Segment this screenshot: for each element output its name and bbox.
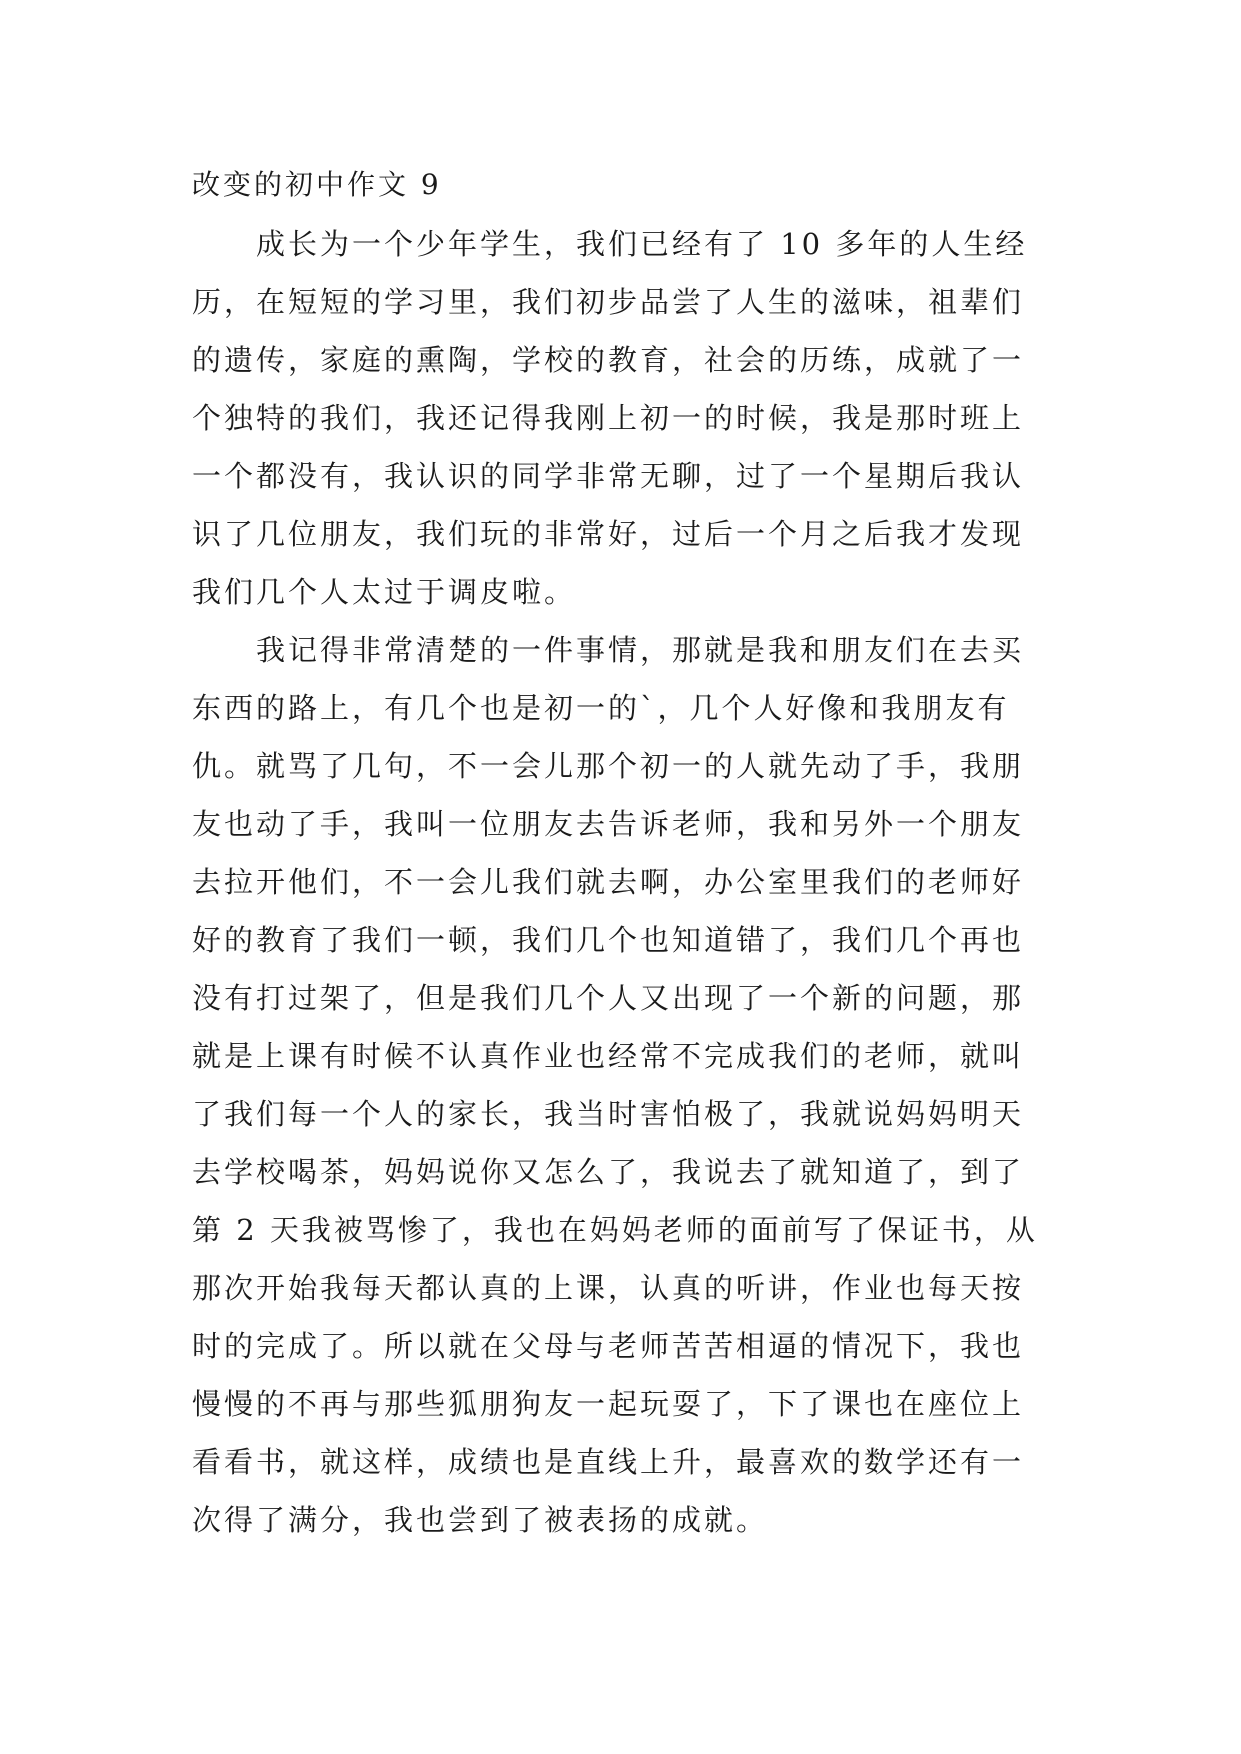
paragraph-line: 一个都没有，我认识的同学非常无聊，过了一个星期后我认 xyxy=(192,459,1025,493)
paragraph-line: 成长为一个少年学生，我们已经有了 10 多年的人生经 xyxy=(256,227,1028,261)
paragraph-line: 历，在短短的学习里，我们初步品尝了人生的滋味，祖辈们 xyxy=(192,285,1025,319)
paragraph-line: 看看书，就这样，成绩也是直线上升，最喜欢的数学还有一 xyxy=(192,1445,1025,1479)
paragraph-line: 就是上课有时候不认真作业也经常不完成我们的老师，就叫 xyxy=(192,1039,1025,1073)
paragraph-line: 我记得非常清楚的一件事情，那就是我和朋友们在去买 xyxy=(256,633,1025,667)
paragraph-line: 时的完成了。所以就在父母与老师苦苦相逼的情况下，我也 xyxy=(192,1329,1025,1363)
paragraph-line: 慢慢的不再与那些狐朋狗友一起玩耍了，下了课也在座位上 xyxy=(192,1387,1025,1421)
paragraph-line: 识了几位朋友，我们玩的非常好，过后一个月之后我才发现 xyxy=(192,517,1025,551)
paragraph-2 xyxy=(192,621,1056,1549)
paragraph-line: 那次开始我每天都认真的上课，认真的听讲，作业也每天按 xyxy=(192,1271,1025,1305)
paragraph-line: 第 2 天我被骂惨了，我也在妈妈老师的面前写了保证书，从 xyxy=(192,1213,1038,1247)
paragraph-line: 个独特的我们，我还记得我刚上初一的时候，我是那时班上 xyxy=(192,401,1025,435)
paragraph-line: 东西的路上，有几个也是初一的`，几个人好像和我朋友有 xyxy=(192,691,1010,725)
paragraph-line: 我们几个人太过于调皮啦。 xyxy=(192,575,577,609)
document-title: 改变的初中作文 9 xyxy=(192,168,442,201)
paragraph-line: 去拉开他们，不一会儿我们就去啊，办公室里我们的老师好 xyxy=(192,865,1025,899)
paragraph-line: 没有打过架了，但是我们几个人又出现了一个新的问题，那 xyxy=(192,981,1025,1015)
paragraph-line: 的遗传，家庭的熏陶，学校的教育，社会的历练，成就了一 xyxy=(192,343,1025,377)
document-body xyxy=(192,155,1056,1549)
paragraph-line: 仇。就骂了几句，不一会儿那个初一的人就先动了手，我朋 xyxy=(192,749,1025,783)
paragraph-1 xyxy=(192,215,1056,621)
paragraph-line: 次得了满分，我也尝到了被表扬的成就。 xyxy=(192,1503,769,1537)
paragraph-line: 好的教育了我们一顿，我们几个也知道错了，我们几个再也 xyxy=(192,923,1025,957)
paragraph-line: 友也动了手，我叫一位朋友去告诉老师，我和另外一个朋友 xyxy=(192,807,1025,841)
paragraph-line: 去学校喝茶，妈妈说你又怎么了，我说去了就知道了，到了 xyxy=(192,1155,1025,1189)
paragraph-line: 了我们每一个人的家长，我当时害怕极了，我就说妈妈明天 xyxy=(192,1097,1025,1131)
